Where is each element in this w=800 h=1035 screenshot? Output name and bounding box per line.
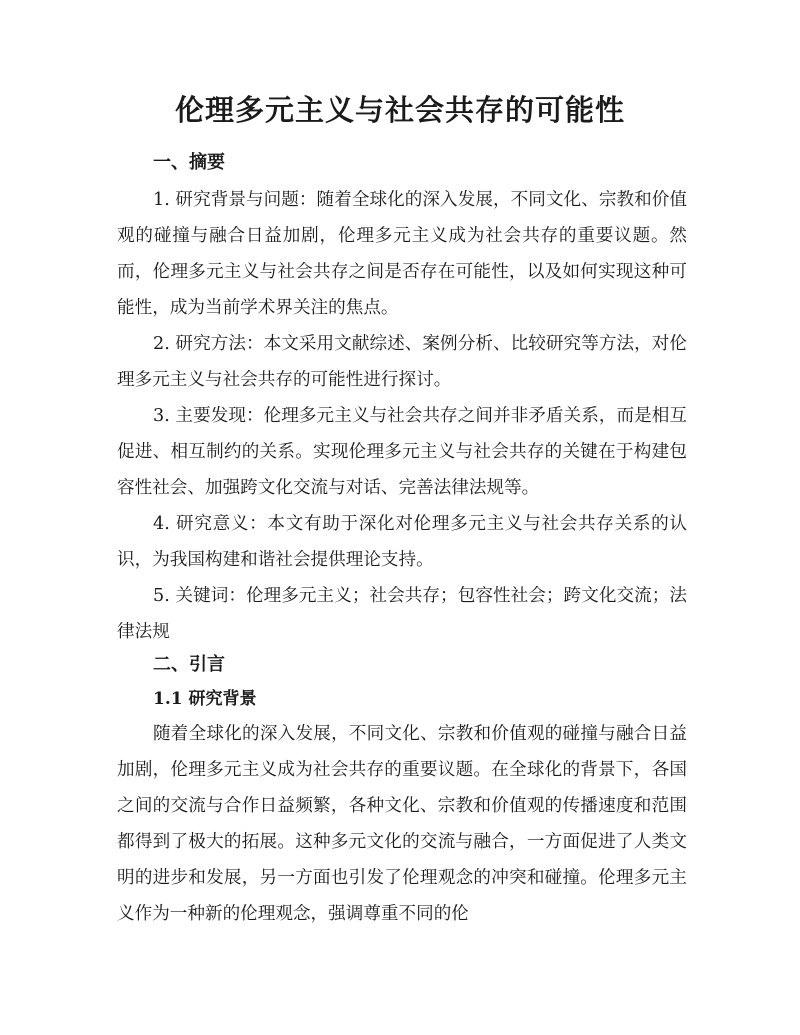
abstract-item-4: 4. 研究意义：本文有助于深化对伦理多元主义与社会共存关系的认识，为我国构建和谐社会提供理论支持。 — [117, 514, 687, 570]
document-title: 伦理多元主义与社会共存的可能性 — [174, 93, 625, 127]
intro-heading: 二、引言 — [153, 654, 225, 675]
abstract-heading: 一、摘要 — [153, 152, 225, 173]
abstract-item-3: 3. 主要发现：伦理多元主义与社会共存之间并非矛盾关系，而是相互促进、相互制约的关系。实现伦理多元主义与社会共存的关键在于构建包容性社会、加强跨文化交流与对话、完善法律法规等。 — [117, 406, 687, 498]
intro-subheading: 1.1 研究背景 — [153, 689, 257, 709]
abstract-item-1: 1. 研究背景与问题：随着全球化的深入发展，不同文化、宗教和价值观的碰撞与融合日益加剧，伦理多元主义成为社会共存的重要议题。然而，伦理多元主义与社会共存之间是否存在可能性，以及如何实现这种可能性，成为当前学术界关注的焦点。 — [117, 190, 687, 318]
intro-paragraph: 随着全球化的深入发展，不同文化、宗教和价值观的碰撞与融合日益加剧，伦理多元主义成为社会共存的重要议题。在全球化的背景下，各国之间的交流与合作日益频繁，各种文化、宗教和价值观的传播速度和范围都得到了极大的拓展。这种多元文化的交流与融合，一方面促进了人类文明的进步和发展，另一方面也引发了伦理观念的冲突和碰撞。伦理多元主义作为一种新的伦理观念，强调尊重不同的伦 — [117, 724, 687, 924]
abstract-item-5: 5. 关键词：伦理多元主义；社会共存；包容性社会；跨文化交流；法律法规 — [117, 586, 687, 642]
abstract-item-2: 2. 研究方法：本文采用文献综述、案例分析、比较研究等方法，对伦理多元主义与社会共存的可能性进行探讨。 — [117, 334, 687, 390]
